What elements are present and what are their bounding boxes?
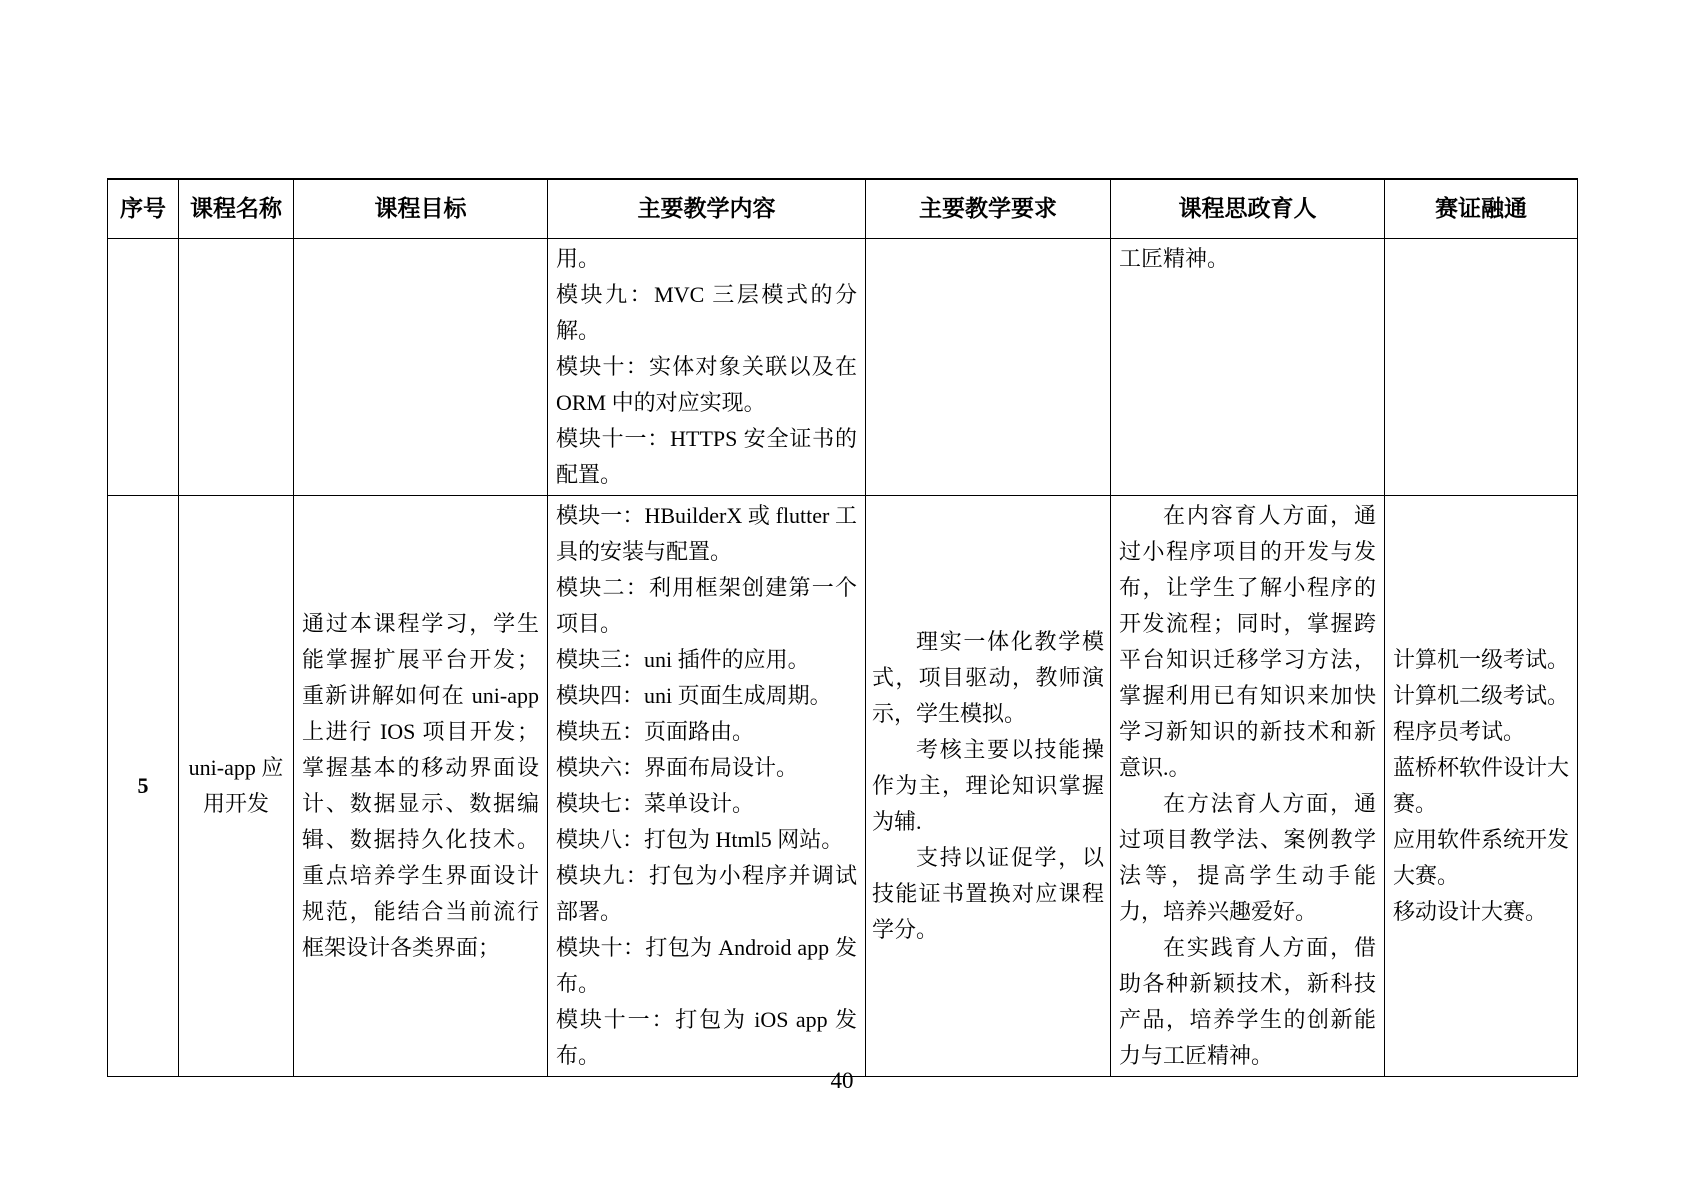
- paragraph: 理实一体化教学模式，项目驱动，教师演示，学生模拟。: [872, 628, 1104, 726]
- col-header-competition-certificates: 赛证融通: [1385, 179, 1578, 238]
- paragraph: 计算机二级考试。: [1393, 682, 1570, 708]
- paragraph: 模块七：菜单设计。: [556, 790, 755, 816]
- paragraph: 在实践育人方面，借助各种新颖技术，新科技产品，培养学生的创新能力与工匠精神。: [1119, 934, 1376, 1068]
- paragraph: 模块一：HBuilderX 或 flutter 工具的安装与配置。: [556, 502, 857, 564]
- col-header-seq: 序号: [108, 179, 179, 238]
- cell-course-name-empty: [179, 238, 294, 495]
- cell-seq: 5: [108, 495, 179, 1076]
- col-header-teaching-content: 主要教学内容: [548, 179, 866, 238]
- table-row-continuation: [108, 238, 1578, 495]
- paragraph: 在内容育人方面，通过小程序项目的开发与发布，让学生了解小程序的开发流程；同时，掌握跨平台知识迁移学习方法，掌握利用已有知识来加快学习新知识的新技术和新意识.。: [1119, 502, 1376, 780]
- paragraph: 模块四：uni 页面生成周期。: [556, 682, 832, 708]
- cell-competition-certificates-empty: [1385, 238, 1578, 495]
- paragraph: 模块八：打包为 Html5 网站。: [556, 826, 844, 852]
- paragraph: 考核主要以技能操作为主，理论知识掌握为辅.: [872, 736, 1104, 834]
- col-header-teaching-requirements: 主要教学要求: [866, 179, 1111, 238]
- paragraph: 支持以证促学，以技能证书置换对应课程学分。: [872, 844, 1104, 942]
- paragraph: 通过本课程学习，学生能掌握扩展平台开发；重新讲解如何在 uni-app 上进行 IOS 项目开发；掌握基本的移动界面设计、数据显示、数据编辑、数据持久化技术。重点培养学生界面设计规范，能结合当前流行框架设计各类界面；: [302, 610, 539, 960]
- paragraph: 在方法育人方面，通过项目教学法、案例教学法等，提高学生动手能力，培养兴趣爱好。: [1119, 790, 1376, 924]
- paragraph: 移动设计大赛。: [1393, 898, 1548, 924]
- paragraph: 模块九：MVC 三层模式的分解。: [556, 281, 857, 343]
- cell-competition-certificates: [1385, 495, 1578, 1076]
- cell-objectives: [294, 495, 548, 1076]
- cell-ideological-education: [1111, 238, 1385, 495]
- paragraph: 模块六：界面布局设计。: [556, 754, 799, 780]
- paragraph: 工匠精神。: [1119, 245, 1230, 271]
- paragraph: 模块十一：HTTPS 安全证书的配置。: [556, 425, 857, 487]
- paragraph: 模块十：打包为 Android app 发布。: [556, 934, 857, 996]
- col-header-ideological-education: 课程思政育人: [1111, 179, 1385, 238]
- paragraph: 模块二：利用框架创建第一个项目。: [556, 574, 857, 636]
- cell-teaching-requirements: [866, 495, 1111, 1076]
- paragraph: 程序员考试。: [1393, 718, 1526, 744]
- page-number: 40: [830, 1068, 854, 1093]
- cell-seq-empty: [108, 238, 179, 495]
- paragraph: 计算机一级考试。: [1393, 646, 1570, 672]
- course-table: [107, 178, 1578, 1077]
- paragraph: 蓝桥杯软件设计大赛。: [1393, 754, 1570, 816]
- paragraph: 模块十：实体对象关联以及在 ORM 中的对应实现。: [556, 353, 857, 415]
- col-header-course-name: 课程名称: [179, 179, 294, 238]
- paragraph: 模块三：uni 插件的应用。: [556, 646, 810, 672]
- table-header-row: [108, 179, 1578, 238]
- table-row-course-5: [108, 495, 1578, 1076]
- col-header-objectives: 课程目标: [294, 179, 548, 238]
- cell-teaching-content: [548, 495, 866, 1076]
- paragraph: 应用软件系统开发大赛。: [1393, 826, 1570, 888]
- paragraph: 模块九：打包为小程序并调试部署。: [556, 862, 857, 924]
- cell-course-name: uni-app 应用开发: [179, 495, 294, 1076]
- cell-ideological-education: [1111, 495, 1385, 1076]
- cell-objectives-empty: [294, 238, 548, 495]
- paragraph: 用。: [556, 245, 601, 271]
- cell-teaching-content: [548, 238, 866, 495]
- cell-teaching-requirements-empty: [866, 238, 1111, 495]
- paragraph: 模块十一：打包为 iOS app 发布。: [556, 1006, 857, 1068]
- paragraph: 模块五：页面路由。: [556, 718, 755, 744]
